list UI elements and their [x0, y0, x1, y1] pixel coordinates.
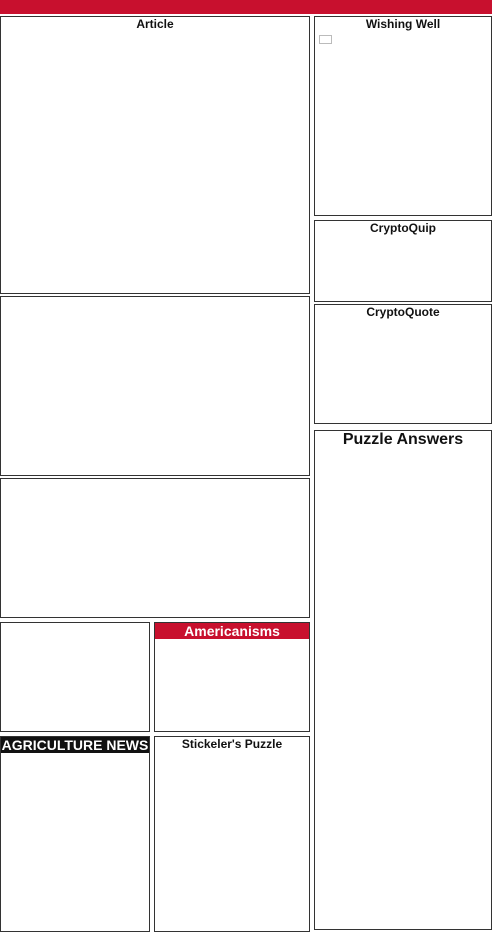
scramblers — [0, 478, 310, 618]
wishing-well-title: Wishing Well — [365, 17, 441, 31]
garden-panel — [0, 296, 310, 476]
stickeler-puzzle — [154, 736, 310, 932]
cryptoquip — [314, 220, 492, 302]
page-header — [0, 0, 492, 14]
stickeler-title: Stickeler's Puzzle — [181, 737, 283, 751]
puzzle-answers-title: Puzzle Answers — [342, 431, 464, 448]
main-article-title: Article — [136, 17, 174, 31]
cryptoquote — [314, 304, 492, 424]
americanisms — [154, 622, 310, 732]
illustrated-bible — [0, 622, 150, 732]
main-article — [0, 16, 310, 294]
ag-news — [0, 736, 150, 932]
wishing-well — [314, 16, 492, 216]
americanisms-title: Americanisms — [155, 623, 309, 639]
wishing-well-grid — [315, 31, 491, 48]
cryptoquip-title: CryptoQuip — [370, 221, 436, 235]
grid-cell — [319, 35, 332, 44]
cryptoquote-title: CryptoQuote — [366, 305, 440, 319]
ag-news-title: AGRICULTURE NEWS — [1, 737, 149, 753]
puzzle-answers — [314, 430, 492, 930]
